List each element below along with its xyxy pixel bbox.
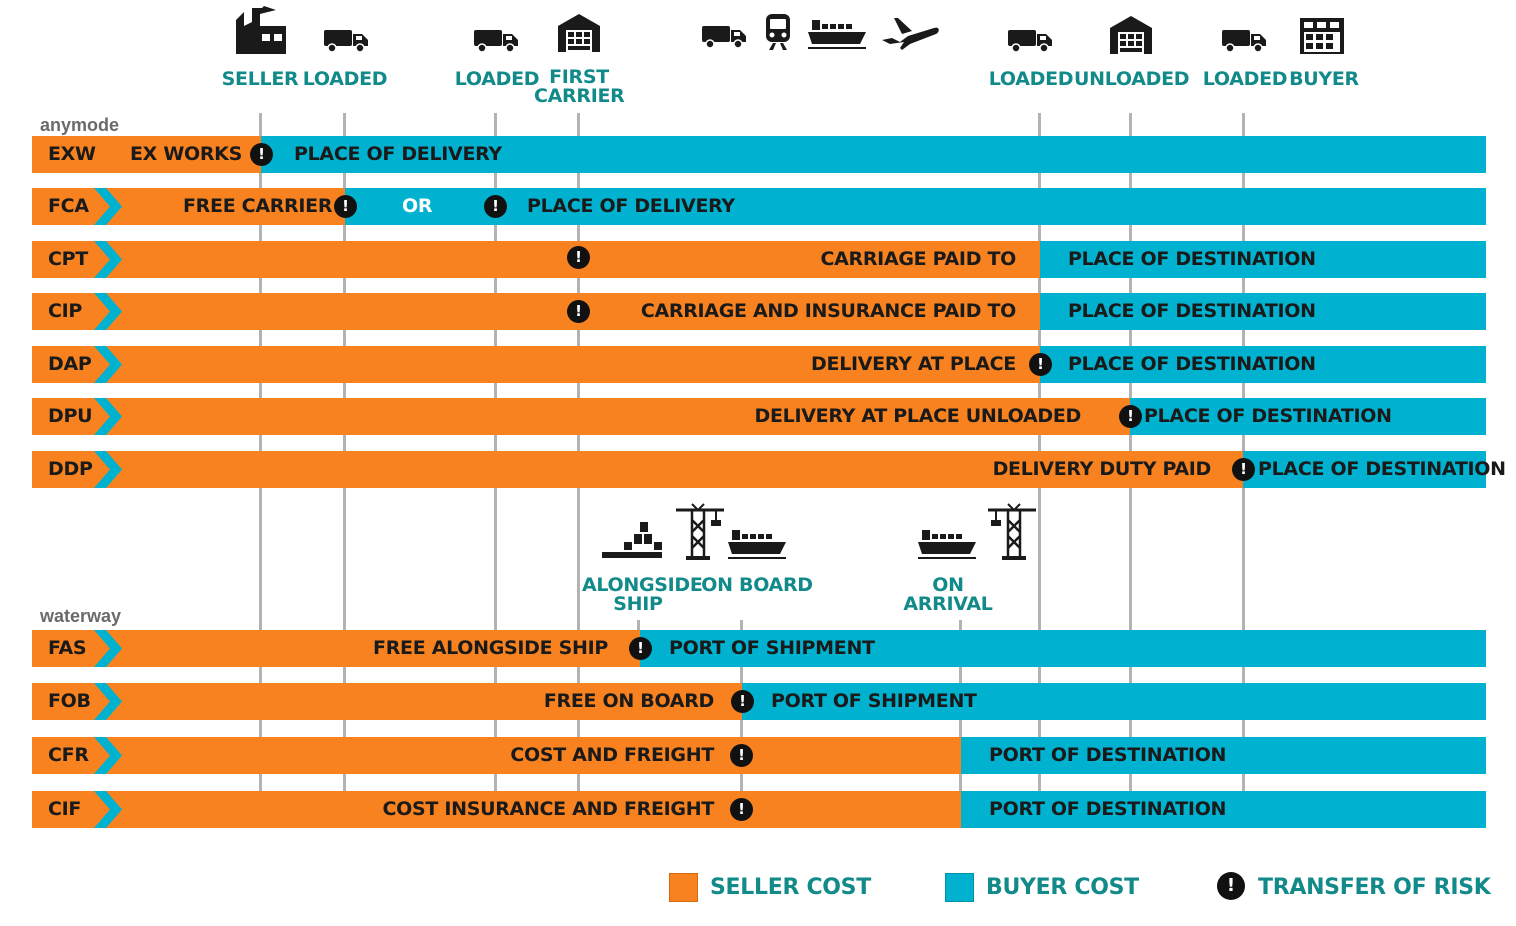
incoterm-row-fob [32, 683, 1486, 720]
incoterm-code: EXW [48, 143, 96, 165]
buyer-text: PORT OF DESTINATION [989, 798, 1227, 820]
incoterm-row-dpu [32, 398, 1486, 435]
truck-icon [1006, 26, 1054, 54]
risk-transfer-icon: ! [730, 744, 753, 767]
chevron-icon [94, 346, 124, 383]
legend-risk-icon: ! [1217, 872, 1245, 900]
label-loaded-3: LOADED [988, 68, 1074, 90]
buyer-text: PORT OF DESTINATION [989, 744, 1227, 766]
risk-transfer-icon: ! [567, 246, 590, 269]
buyer-text: PLACE OF DESTINATION [1258, 458, 1506, 480]
incoterm-row-cip [32, 293, 1486, 330]
risk-transfer-icon: ! [1232, 458, 1255, 481]
incoterm-row-fas [32, 630, 1486, 667]
seller-cost-segment [32, 737, 961, 774]
label-loaded-1: LOADED [302, 68, 388, 90]
factory-icon [232, 6, 290, 56]
risk-transfer-icon: ! [484, 195, 507, 218]
truck-icon [700, 22, 748, 50]
seller-text: COST INSURANCE AND FREIGHT [382, 798, 714, 820]
seller-text: EX WORKS [130, 143, 242, 165]
incoterm-row-cpt [32, 241, 1486, 278]
incoterm-row-cif [32, 791, 1486, 828]
ship-icon [916, 528, 978, 560]
seller-text: DELIVERY AT PLACE [811, 353, 1016, 375]
warehouse-icon [1108, 14, 1154, 56]
chevron-icon [94, 188, 124, 225]
incoterm-code: FAS [48, 637, 87, 659]
risk-transfer-icon: ! [730, 798, 753, 821]
incoterm-code: DDP [48, 458, 93, 480]
buyer-cost-segment [345, 188, 1486, 225]
risk-transfer-icon: ! [250, 143, 273, 166]
seller-text: FREE CARRIER [183, 195, 333, 217]
incoterm-row-ddp [32, 451, 1506, 488]
seller-text: DELIVERY AT PLACE UNLOADED [754, 405, 1081, 427]
label-loaded-4: LOADED [1202, 68, 1288, 90]
warehouse-icon [1298, 14, 1346, 56]
label-first-carrier: FIRST CARRIER [534, 66, 625, 107]
seller-text: CARRIAGE AND INSURANCE PAID TO [640, 300, 1016, 322]
incoterm-row-dap [32, 346, 1486, 383]
incoterm-code: CPT [48, 248, 88, 270]
buyer-text: PLACE OF DELIVERY [294, 143, 502, 165]
cargo-ship-icon [600, 520, 664, 560]
warehouse-icon [556, 12, 602, 54]
chevron-icon [94, 136, 124, 173]
truck-icon [1220, 26, 1268, 54]
buyer-text: PORT OF SHIPMENT [771, 690, 977, 712]
seller-text: FREE ALONGSIDE SHIP [373, 637, 608, 659]
chevron-icon [94, 398, 124, 435]
legend-seller-cost: SELLER COST [710, 875, 871, 900]
incoterm-code: FCA [48, 195, 89, 217]
risk-transfer-icon: ! [334, 195, 357, 218]
chevron-icon [94, 737, 124, 774]
incoterm-code: FOB [48, 690, 91, 712]
incoterm-row-cfr [32, 737, 1486, 774]
risk-transfer-icon: ! [731, 690, 754, 713]
buyer-text: PLACE OF DESTINATION [1068, 248, 1316, 270]
incoterm-row-fca [32, 188, 1486, 225]
ship-icon [726, 528, 788, 560]
incoterm-code: CFR [48, 744, 89, 766]
label-unloaded: UNLOADED [1074, 68, 1190, 90]
incoterm-code: DPU [48, 405, 93, 427]
label-on-arrival: ON ARRIVAL [903, 574, 993, 615]
buyer-text: PLACE OF DESTINATION [1144, 405, 1392, 427]
chevron-icon [94, 630, 124, 667]
legend-buyer-cost: BUYER COST [986, 875, 1139, 900]
incoterm-row-exw [32, 136, 1486, 173]
risk-transfer-icon: ! [1119, 405, 1142, 428]
label-loaded-2: LOADED [454, 68, 540, 90]
chevron-icon [94, 791, 124, 828]
section-label-waterway: waterway [40, 606, 122, 626]
incoterm-code: DAP [48, 353, 92, 375]
incoterm-code: CIP [48, 300, 83, 322]
train-icon [763, 12, 793, 52]
buyer-text: PORT OF SHIPMENT [669, 637, 875, 659]
seller-text: CARRIAGE PAID TO [820, 248, 1016, 270]
airplane-icon [880, 14, 940, 50]
incoterm-code: CIF [48, 798, 82, 820]
risk-transfer-icon: ! [629, 637, 652, 660]
chevron-icon [94, 451, 124, 488]
label-buyer: BUYER [1289, 68, 1359, 90]
buyer-text: PLACE OF DESTINATION [1068, 353, 1316, 375]
buyer-text: PLACE OF DESTINATION [1068, 300, 1316, 322]
truck-icon [472, 26, 520, 54]
risk-transfer-icon: ! [1029, 353, 1052, 376]
or-text: OR [402, 195, 433, 217]
seller-text: COST AND FREIGHT [510, 744, 714, 766]
seller-text: DELIVERY DUTY PAID [992, 458, 1211, 480]
legend-seller-swatch [669, 873, 698, 902]
label-seller: SELLER [221, 68, 299, 90]
seller-text: FREE ON BOARD [543, 690, 714, 712]
chevron-icon [94, 241, 124, 278]
chevron-icon [94, 683, 124, 720]
buyer-text: PLACE OF DELIVERY [527, 195, 735, 217]
truck-icon [322, 26, 370, 54]
crane-icon [674, 502, 726, 560]
legend-transfer-of-risk: TRANSFER OF RISK [1258, 875, 1491, 900]
risk-transfer-icon: ! [567, 300, 590, 323]
section-label-anymode: anymode [40, 115, 120, 135]
legend-buyer-swatch [945, 873, 974, 902]
label-alongside-ship: ALONGSIDE SHIP [582, 574, 703, 615]
label-on-board: ON BOARD [701, 574, 813, 596]
ship-icon [806, 18, 868, 50]
crane-icon [986, 502, 1038, 560]
chevron-icon [94, 293, 124, 330]
